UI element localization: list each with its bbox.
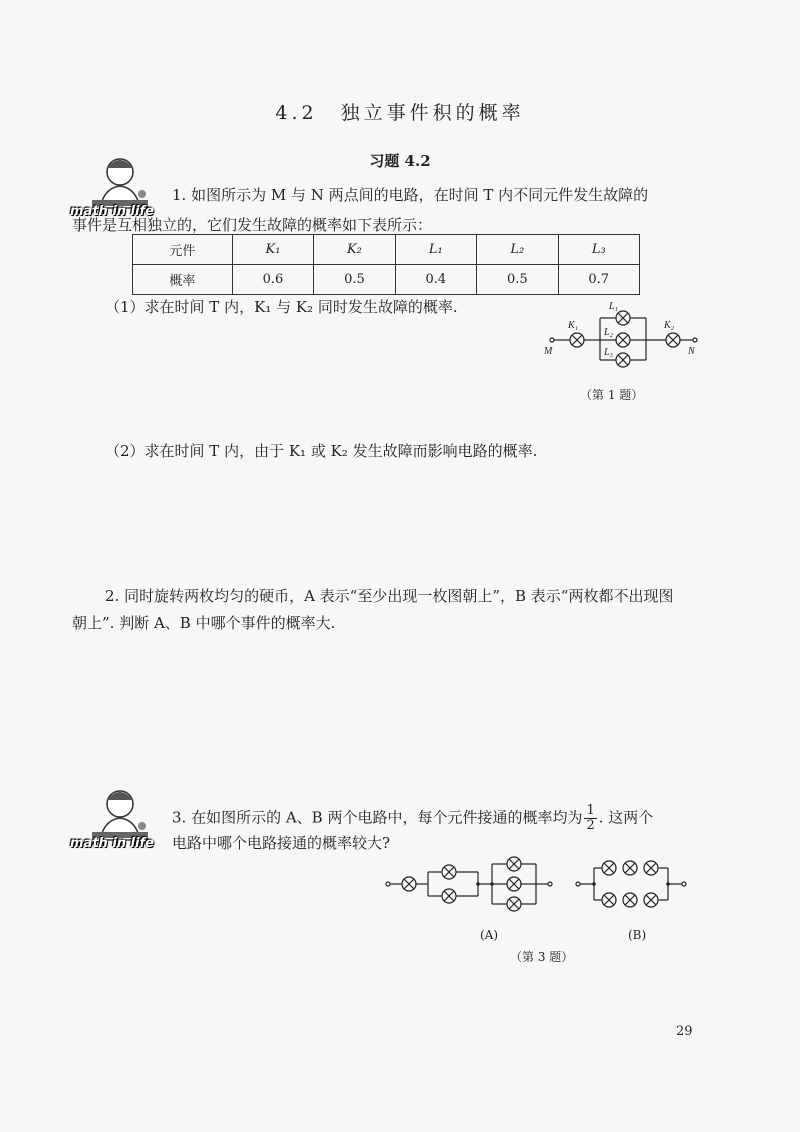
table-cell: K₁ bbox=[232, 235, 313, 265]
lamp-icon bbox=[402, 877, 416, 891]
lamp-icon bbox=[507, 857, 521, 871]
lamp-icon bbox=[442, 889, 456, 903]
q1-line1: 1. 如图所示为 M 与 N 两点间的电路，在时间 T 内不同元件发生故障的 bbox=[172, 186, 649, 204]
q2-line1: 2. 同时旋转两枚均匀的硬币，A 表示“至少出现一枚图朝上”，B 表示“两枚都不出现图 bbox=[105, 587, 674, 605]
q3-line1 bbox=[172, 804, 653, 833]
table-header-row bbox=[133, 235, 640, 265]
label-k2: K₂ bbox=[664, 320, 675, 331]
q1-line2: 事件是互相独立的，它们发生故障的概率如下表所示： bbox=[72, 216, 433, 234]
label-m: M bbox=[544, 346, 553, 357]
lamp-icon bbox=[507, 897, 521, 911]
table-cell: K₂ bbox=[314, 235, 395, 265]
page-number: 29 bbox=[676, 1024, 693, 1039]
table-cell: 0.7 bbox=[558, 265, 639, 295]
q2-line2: 朝上”. 判断 A、B 中哪个事件的概率大. bbox=[72, 614, 336, 632]
lamp-k1-icon bbox=[570, 333, 584, 347]
table-cell: 0.6 bbox=[232, 265, 313, 295]
fraction-numerator: 1 bbox=[586, 803, 595, 818]
label-n: N bbox=[688, 346, 695, 357]
lamp-icon bbox=[623, 861, 637, 875]
circuit-diagram-q1 bbox=[540, 298, 710, 388]
circuit-diagram-b bbox=[570, 850, 700, 920]
q3-line1-post: . 这两个 bbox=[598, 808, 654, 827]
math-in-life-badge: math in life bbox=[70, 836, 154, 851]
lamp-k2-icon bbox=[666, 333, 680, 347]
lamp-icon bbox=[644, 861, 658, 875]
table-cell: 概率 bbox=[133, 265, 233, 295]
table-row bbox=[133, 265, 640, 295]
exercise-heading: 习题 4.2 bbox=[369, 152, 431, 170]
table-cell: 0.4 bbox=[395, 265, 476, 295]
table-cell: L₃ bbox=[558, 235, 639, 265]
circuit-diagram-a bbox=[380, 850, 560, 920]
lamp-icon bbox=[644, 893, 658, 907]
math-in-life-badge: math in life bbox=[70, 204, 154, 219]
lamp-l2-icon bbox=[616, 333, 630, 347]
math-in-life-illustration bbox=[70, 782, 170, 857]
lamp-icon bbox=[623, 893, 637, 907]
lamp-icon bbox=[602, 893, 616, 907]
label-l3: L₃ bbox=[604, 347, 614, 358]
label-l1: L₁ bbox=[609, 301, 619, 312]
label-l2: L₂ bbox=[604, 327, 614, 338]
q3-line1-pre: 3. 在如图所示的 A、B 两个电路中，每个元件接通的概率均为 bbox=[172, 808, 583, 827]
figure-1-caption: （第 1 题） bbox=[580, 388, 644, 402]
lamp-icon bbox=[507, 877, 521, 891]
lamp-icon bbox=[602, 861, 616, 875]
figure-a-label: (A) bbox=[480, 928, 499, 942]
table-cell: 0.5 bbox=[314, 265, 395, 295]
section-title: 4.2 独立事件积的概率 bbox=[275, 102, 525, 124]
q1-subquestion-2: （2）求在时间 T 内，由于 K₁ 或 K₂ 发生故障而影响电路的概率. bbox=[105, 442, 538, 460]
table-cell: L₂ bbox=[477, 235, 558, 265]
q3-line2: 电路中哪个电路接通的概率较大? bbox=[172, 834, 391, 852]
fraction-denominator: 2 bbox=[586, 818, 595, 833]
table-cell: 元件 bbox=[133, 235, 233, 265]
table-cell: L₁ bbox=[395, 235, 476, 265]
table-cell: 0.5 bbox=[477, 265, 558, 295]
figure-b-label: (B) bbox=[628, 928, 647, 942]
lamp-icon bbox=[442, 865, 456, 879]
failure-probability-table bbox=[132, 234, 640, 295]
fraction-one-half bbox=[584, 804, 596, 833]
figure-3-caption: （第 3 题） bbox=[510, 950, 574, 964]
lamp-l1-icon bbox=[616, 311, 630, 325]
q1-subquestion-1: （1）求在时间 T 内，K₁ 与 K₂ 同时发生故障的概率. bbox=[105, 298, 458, 316]
lamp-l3-icon bbox=[616, 353, 630, 367]
label-k1: K₁ bbox=[568, 320, 579, 331]
